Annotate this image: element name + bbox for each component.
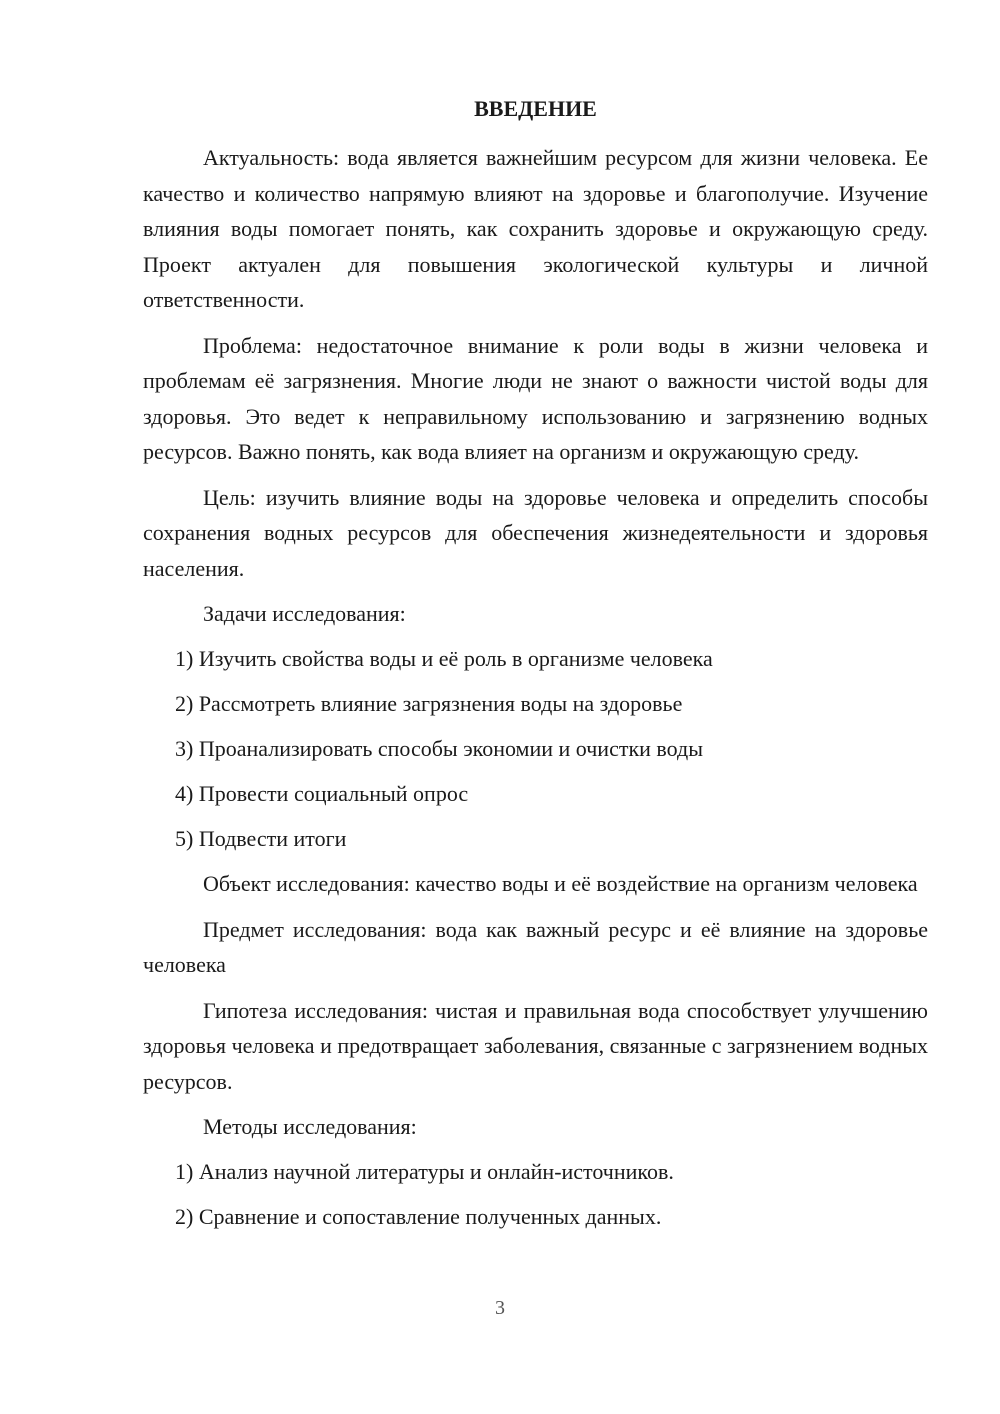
section-title: ВВЕДЕНИЕ bbox=[474, 96, 597, 121]
task-item: 3) Проанализировать способы экономии и очистки воды bbox=[175, 736, 703, 761]
page-number: 3 bbox=[495, 1297, 505, 1319]
task-item: 4) Провести социальный опрос bbox=[175, 781, 469, 806]
paragraph-subject: Предмет исследования: вода как важный ресурс и её влияние на здоровье человека bbox=[143, 916, 928, 977]
paragraph-object: Объект исследования: качество воды и её воздействие на организм человека bbox=[203, 871, 918, 896]
paragraph-hypothesis: Гипотеза исследования: чистая и правильная вода способствует улучшению здоровья человека и предотвращает заболевания, связанные с загрязнением водных ресурсов. bbox=[143, 997, 928, 1094]
paragraph-goal: Цель: изучить влияние воды на здоровье человека и определить способы сохранения водных ресурсов для обеспечения жизнедеятельности и здоровья населения. bbox=[143, 484, 928, 581]
task-item: 2) Рассмотреть влияние загрязнения воды на здоровье bbox=[175, 691, 683, 716]
task-item: 5) Подвести итоги bbox=[175, 826, 347, 851]
page-content bbox=[143, 94, 928, 1244]
paragraph-problem: Проблема: недостаточное внимание к роли воды в жизни человека и проблемам её загрязнения. Многие люди не знают о важности чистой воды для здоровья. Это ведет к неправильному использованию и загрязнению водных ресурсов. Важно понять, как вода влияет на организм и окружающую среду. bbox=[143, 332, 928, 464]
task-item: 1) Изучить свойства воды и её роль в организме человека bbox=[175, 646, 713, 671]
tasks-heading: Задачи исследования: bbox=[203, 601, 406, 626]
paragraph-relevance: Актуальность: вода является важнейшим ресурсом для жизни человека. Ее качество и количество напрямую влияют на здоровье и благополучие. Изучение влияния воды помогает понять, как сохранить здоровье и окружающую среду. Проект актуален для повышения экологической культуры и личной ответственности. bbox=[143, 145, 928, 312]
method-item: 2) Сравнение и сопоставление полученных данных. bbox=[175, 1204, 662, 1229]
method-item: 1) Анализ научной литературы и онлайн-источников. bbox=[175, 1159, 674, 1184]
methods-heading: Методы исследования: bbox=[203, 1114, 417, 1139]
